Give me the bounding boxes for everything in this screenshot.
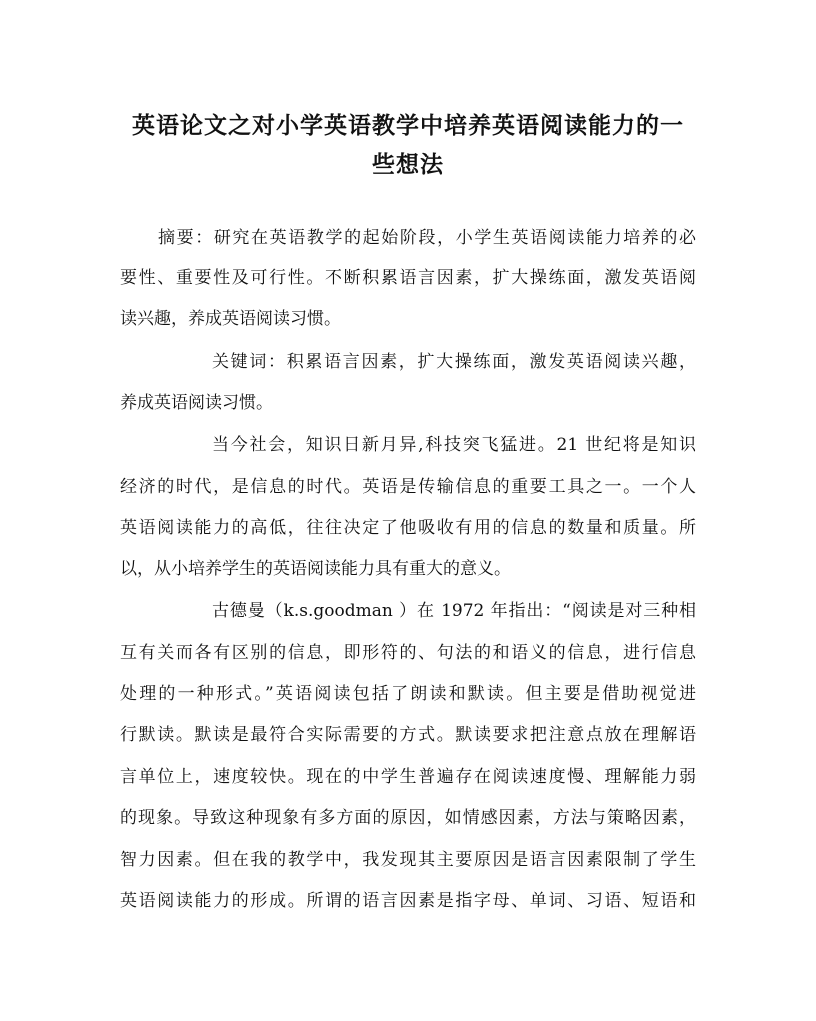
paragraph-1-line: 当今社会，知识日新月异,科技突飞猛进。21 世纪将是知识 — [212, 435, 696, 455]
paragraph-1-line: 经济的时代，是信息的时代。英语是传输信息的重要工具之一。一个人 — [120, 477, 696, 497]
document-title-line-2: 些想法 — [372, 151, 444, 178]
abstract-line: 摘要：研究在英语教学的起始阶段，小学生英语阅读能力培养的必 — [158, 228, 696, 248]
paragraph-2-line: 的现象。导致这种现象有多方面的原因，如情感因素，方法与策略因素， — [120, 808, 696, 828]
paragraph-2-line: 行默读。默读是最符合实际需要的方式。默读要求把注意点放在理解语 — [120, 725, 696, 745]
paragraph-2-line: 互有关而各有区别的信息，即形符的、句法的和语义的信息，进行信息 — [120, 643, 696, 663]
abstract-line: 读兴趣，养成英语阅读习惯。 — [120, 309, 341, 329]
paragraph-2-line: 处理的一种形式。”英语阅读包括了朗读和默读。但主要是借助视觉进 — [120, 684, 696, 704]
paragraph-2-line: 英语阅读能力的形成。所谓的语言因素是指字母、单词、习语、短语和 — [120, 891, 696, 911]
document-title-line-1: 英语论文之对小学英语教学中培养英语阅读能力的一 — [132, 112, 684, 139]
paragraph-2-line: 言单位上，速度较快。现在的中学生普遍存在阅读速度慢、理解能力弱 — [120, 767, 696, 787]
paragraph-2-line: 智力因素。但在我的教学中，我发现其主要原因是语言因素限制了学生 — [120, 850, 696, 870]
keywords-line: 关键词：积累语言因素，扩大操练面，激发英语阅读兴趣， — [212, 352, 696, 372]
paragraph-1-line: 以，从小培养学生的英语阅读能力具有重大的意义。 — [120, 559, 511, 579]
paragraph-2-line: 古德曼（k.s.goodman ）在 1972 年指出：“阅读是对三种相 — [212, 601, 696, 621]
abstract-line: 要性、重要性及可行性。不断积累语言因素，扩大操练面，激发英语阅 — [120, 268, 696, 288]
paragraph-1-line: 英语阅读能力的高低，往往决定了他吸收有用的信息的数量和质量。所 — [120, 518, 696, 538]
keywords-line: 养成英语阅读习惯。 — [120, 393, 273, 413]
